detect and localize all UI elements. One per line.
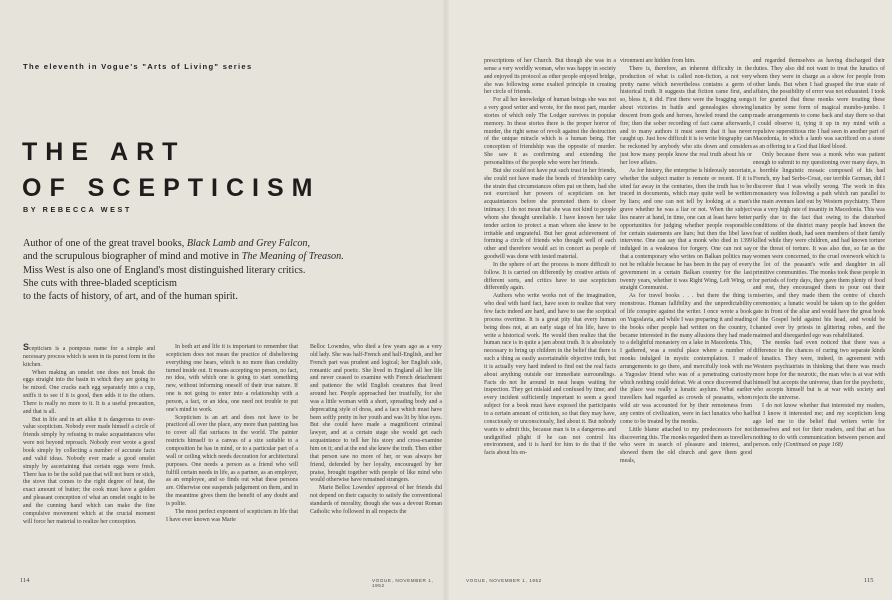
article-title — [22, 134, 320, 206]
paragraph: Scepticism is an art and does not have to be practiced all over the place, any more than painting has to cover all flat surfaces in the world. The painter restricts himself to a canvas of a size suitable to a composition he has in mind, or to a particular part of a wall or ceiling which needs decoration for architectural purposes. One needs a person as a friend who will fulfill certain needs in life, as a partner, as an employer, as an employee, and so finds out what these persons are. Otherwise one suspends judgement on them, and in the meantime gives them the benefit of any doubt and is polite. — [166, 414, 298, 507]
paragraph: But in life and in art alike it is dangerous to over-value scepticism. Nobody ever made himself a circle of friends simply by refusing to make acquaintances who were not beyond reproach. Nobody ever wrote a good book simply by collecting a number of accurate facts and valid ideas. Nobody ever made a good omelet simply by ascertaining that certain eggs were fresh. There has to be the solid pan that will not burn or stick, the stove that comes to the right degree of heat, the exact amount of butter; the cook must have a golden and pleasant conception of what an omelet ought to be and the cunning hand which can make the fine compulsive movement which at the crucial moment will force her material to realize her conception. — [23, 416, 155, 525]
paragraph — [753, 403, 885, 450]
paragraph: Little blame attached to my predecessors for not discovering this. The monks regarded them as travellers who were in search of pleasure and interest, and showed them the old church and gave them good meals, — [620, 426, 752, 465]
paragraph: In both art and life it is important to remember that scepticism does not mean the practice of disbelieving everything one hears, which is no more than credulity turned inside out. It means accepting no person, no fact, no idea, with which one is going to start something new, without informing oneself of their true nature. If one is not going to enter into a relationship with a person, a fact, or an idea, one need not trouble to put one's mind to work. — [166, 344, 298, 413]
intro-text: and the scrupulous biographer of mind and motive in — [23, 251, 242, 263]
paragraph: Only because there was a monk who was patient enough to submit to my questioning over many days, in a horrible linguistic mosaic composed of his bad French, my bad Serbo-Croat, our terrible German, did I discover that I was wholly wrong. The work in this monastery was following a path which ran parallel to the main avenues laid out by Western psychiatry. There was a very high rate of insanity in Macedonia. This was partly due to the fact that owing to the disturbed conditions of the district many people had known the fear of sudden death, had seen members of their family killed while they were children, and had known torture or the threat of torture. It was also due, so far as the women were concerned, to the cruel overwork which is the lot of the peasant's wife and daughter in all primitive communities. The monks took these people in for periods of forty days, they gave them plenty of food and rest, they encouraged them to pour out their miseries, and they made them the centre of church ceremonies; a lunatic would be taken up to the golden gate in front of the altar and would have the great book of the Gospel held against his head, and would be chanted over by priests in glittering robes, and the maimed and disregarded ego was rehabilitated. — [753, 152, 885, 339]
paragraph: There is, therefore, an inherent difficulty in the production of what is called non-fiction, a not very pretty name which nevertheless contains a germ of historical truth. It suggests that fiction came first, and so, bless it, it did. First there were the bragging songs about victories in battle and genealogies showing descent from gods and heroes, howled round the camp fire; then the sober recording of fact came afterwards, and to many authors it must seem that it has never caught up. Just how difficult it is to write biography can be reckoned by anybody who sits down and considers just how many people know the real truth about his or her love affairs. — [620, 65, 752, 166]
paragraph: and regarded themselves as having discharged their duties. They also did not want to treat the lunatics of whom they were in charge as a show for people from other lands. But when I had grasped the true state of affairs, the possibility of error was not exhausted. I took it for granted that these monks were treating these lunatics by some form of magical mumbo-jumbo. I made arrangements to come back and stay there so that I could observe it, tying it up in my mind with a repulsive superstitious rite I had seen in another part of Macedonia, in which a lamb was sacrificed on a stone as an offering to a God that liked blood. — [753, 58, 885, 151]
book-title: The Meaning of Treason. — [241, 251, 344, 263]
paragraph: The most perfect exponent of scepticism in life that I have ever known was Marie — [166, 508, 298, 523]
intro-line-5: to the facts of history, of art, and of the human spirit. — [23, 291, 238, 303]
intro-line-1 — [23, 237, 344, 250]
paragraph: As for history, the enterprise is hideously uncertain, whether the subject matter is remote or recent. If it is sited far away in the centuries, then the truth has to be traced in documents, which may quite well be written by liars; and one can not tell by looking at a man's grave whether he was a liar or not. When the subject lies nearer at hand, in time, one can at least have better opportunities for judging whether people responsible for certain statements are liars; but then the libel laws intervene. One can say that a monk who died in 1399 indulged in a weakness for forgery. One can not say that a contemporary who writes on Balkan politics may not be reliable because he has been in the pay of every government in a certain Balkan country for the last twenty years, whether it was Right Wing, Left Wing, or straight Communist. — [620, 167, 752, 292]
paragraph — [23, 344, 155, 370]
paragraph: As for travel books . . . but there the thing is monstrous. Human fallibility and the unpredictability of life conspire against the writer. I once wrote a book on Yugoslavia, and while I was preparing it and reading the books other people had written on the country, I became interested in the many allusions they had made to a delightful monastery on a lake in Macedonia. This, I gathered, was a restful place where a number of monks indulged in mystic contemplation. I made arrangements to go there, and mercifully took with me a Yugoslav friend who was of a penetrating curiosity which nothing could defeat. We at once discovered that the place was really a lunatic asylum. What earlier travellers had regarded as crowds of peasants, whom wild air was accounted for by their remoteness from any centre of civilization, were in fact lunatics who had come to be treated by the monks. — [620, 293, 752, 425]
body-column-3 — [310, 344, 442, 517]
intro-deck — [23, 237, 344, 303]
paragraph-text: I do not know whether that interested my readers, but I know it interested me; and my scepticism long ago led me to the belief that writers write for themselves and not for their readers, and that art has nothing to do with communication between person and person. only — [753, 403, 885, 449]
book-title: Black Lamb and Grey Falcon, — [186, 238, 311, 249]
paragraph: But she could not have put such trust in her friends, she could not have made the bonds of friendship carry the strain that circumstances often put on them, had she not exercised her powers of scepticism on her acquaintances before she promoted them to closer intimacy. I do not mean that she was not kind to people whom she thought unreliable. I have known her take tender action to protect a man whom she knew to be irritable and ungrateful. But her great achievement of forming a circle of friends who thought well of each other and therefore would act in concert as people of goodwill was done with tested material. — [484, 167, 616, 261]
title-line-2: OF SCEPTICISM — [22, 174, 321, 202]
page-number: 115 — [864, 577, 874, 584]
paragraph: Authors who write works not of the imagination, who deal with hard fact, have soon to realize that very few facts indeed are hard, and have to use the sceptical process overtime. It is a great pity that every human being does not, at an early stage of his life, have to write a historical work. He would then realize that the human race is in quite a jam about truth. It is absolutely necessary to bring up children in the belief that there is such a thing as easily ascertainable objective truth, but it is actually very hard indeed to find out the real facts about anything outside our immediate surroundings. Facts do not lie around in neat heaps waiting for inspection. They get mislaid and confused by time; and every incident sufficiently important to seem a good subject for a book must have exposed the participants to a certain amount of criticism, so that they may have, consciously or unconsciously, lied about it. But nobody wants to admit this, because man is in a dangerous and undignified plight if he can not control his environment, and it is hard for him to do that if the facts about his en- — [484, 293, 616, 457]
paragraph: Belloc Lowndes, who died a few years ago as a very old lady. She was half-French and half-English, and her French part was prudent and logical; her English side, romantic and poetic. She lived in England all her life and never ceased to examine with French detachment and patience the wild English creatures that lived around her. People approached her trustfully, for she was a little woman with a short, spreading body and a deprecating style of dress, and a face which must have been softly pretty in her youth and was lit by blue eyes. But she could have made a magnificent criminal lawyer, and at a certain stage she would get each acquaintance to tell her his story and cross-examine him on it; and at the end she knew the truth. Then either that person saw no more of her, or was always her friend, defended by her loyalty, encouraged by her praise, brought together with people of like mind who would otherwise have remained strangers. — [310, 344, 442, 484]
continued-jump-link: (Continued on page 168) — [783, 442, 843, 449]
paragraph: Marie Belloc Lowndes' approval of her friends did not depend on their capacity to satisfy the conventional standards of morality, though she was a devout Roman Catholic who followed in all respects the — [310, 485, 442, 515]
page-number: 114 — [20, 577, 30, 584]
body-column-5 — [620, 58, 752, 466]
running-head: VOGUE, NOVEMBER 1, 1952 — [466, 578, 542, 583]
intro-text: Author of one of the great travel books, — [23, 238, 187, 249]
intro-line-4: She cuts with three-bladed scepticism — [23, 277, 177, 289]
body-column-2 — [166, 344, 298, 524]
body-column-4 — [484, 58, 616, 458]
drop-cap: S — [23, 342, 30, 352]
title-line-1: THE ART — [22, 138, 186, 166]
right-page — [446, 0, 892, 600]
paragraph: vironment are hidden from him. — [620, 58, 696, 64]
running-foot: VOGUE, NOVEMBER 1, 1952 — [372, 578, 434, 588]
intro-line-3: Miss West is also one of England's most distinguished literary critics. — [23, 264, 306, 276]
intro-line-2 — [23, 250, 344, 263]
paragraph: For all her knowledge of human beings she was not a very good writer and wrote, for the most part, murder stories of which only The Lodger survives in popular memory. In these stories there is the proper horror of murder, the right sense of revolt against the destruction of the unique miracle which is a human being. Her conception of friendship was the opposite of murder. She saw it as confirming and extending the personalities of the people who were her friends. — [484, 97, 616, 166]
paragraph: In the sphere of art the process is more difficult to follow. It is carried on differently by creative artists of different sorts, and critics have to use scepticism differently again. — [484, 261, 616, 292]
spread-gutter — [443, 0, 449, 600]
series-kicker: The eleventh in Vogue's "Arts of Living" series — [23, 62, 253, 71]
paragraph-text: cepticism is a pompous name for a simple and necessary process which is seen in its purest form in the kitchen. — [23, 346, 155, 368]
body-column-1 — [23, 344, 155, 526]
paragraph: prescriptions of her Church. But though she was in a sense a very worldly woman, who was happy in society and enjoyed its protocol as other people enjoyed bridge, she was following some exalted principle in creating her circle of friends. — [484, 58, 617, 96]
paragraph: When making an omelet one does not break the eggs straight into the basin in which they are going to be mixed. One cracks each egg separately into a cup, sniffs it to see if it is good, then adds it to the others. There is really no more to it. It is a useful precaution, and that is all. — [23, 369, 155, 415]
body-column-6 — [753, 58, 885, 450]
paragraph: The monks had even noticed that there was a difference in the chances of curing two separate kinds of lunatics. They were, indeed, in agreement with Western psychiatrists in thinking that there was much more hope for the neurotic, the man who is at war with himself but accepts the universe, than for the psychotic, who accepts himself but is at war with society and rejects the universe. — [753, 340, 885, 402]
byline: BY REBECCA WEST — [23, 205, 132, 214]
